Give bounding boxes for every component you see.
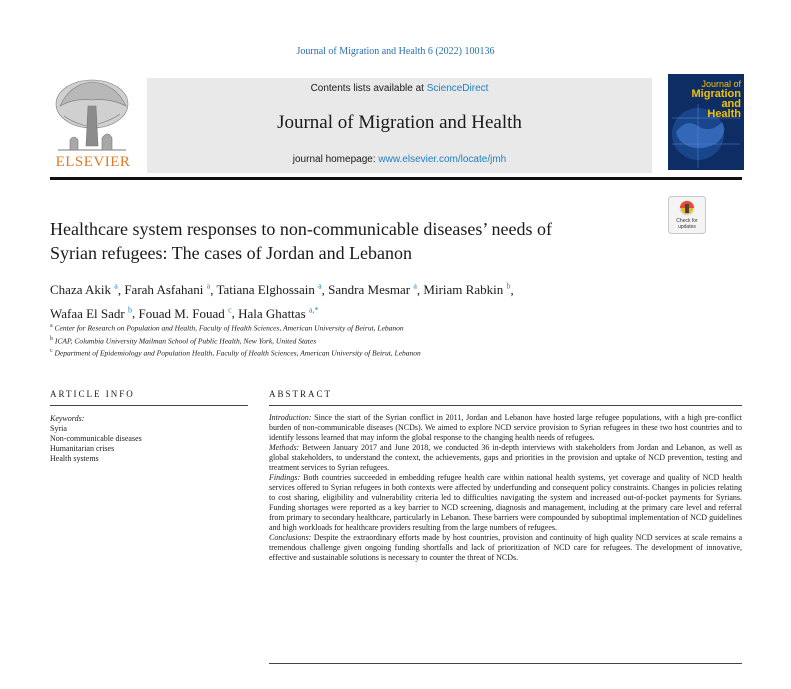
cover-title-line1: Journal of [701, 79, 741, 89]
author-list: Chaza Akik $^a$, Farah Asfahani $^a$, Tatiana Elghossain $^a$, Sandra Mesmar $^a$, Miriam Rabkin $^b$, Wafaa El Sadr $^b$, Fouad M. Fouad $^c$, Hala Ghattas $^{a,*}$ [50, 282, 514, 321]
contents-lists-line [147, 83, 652, 94]
cover-title [669, 79, 741, 119]
cover-title-line2: Migration and [691, 88, 741, 110]
journal-citation[interactable]: Journal of Migration and Health 6 (2022) 100136 [296, 46, 495, 57]
abstract-findings: Findings: Both countries succeeded in embedding refugee health care within national health systems, yet coverage and quality of NCD health services offered to Syrian refugees in both contexts were affected by underfunding and consequent policy constraints. Changes in policies relating to cost sharing, eligibility and vulnerability criteria led to difficulties navigating the system and increased out-of-pocket payments for Syrians. Funding shortages were reported as a key barrier to NCD screening, diagnosis and management, including at the primary care level and referral from primary to secondary healthcare, particularly in Lebanon. These barriers were compounded by suboptimal implementation of NCD guidelines and high workloads for healthcare providers resulting from the large numbers of refugees. [269, 473, 742, 532]
keyword: Health systems [50, 454, 99, 463]
author[interactable]: Chaza Akik $^a$ [50, 282, 118, 298]
author[interactable]: Sandra Mesmar $^a$ [328, 282, 417, 298]
contents-prefix: Contents lists available at [310, 83, 427, 94]
affiliation: $^b$ ICAP, Columbia University Mailman School of Public Health, New York, United States [50, 335, 317, 345]
header-divider [50, 177, 742, 180]
journal-homepage-line [147, 154, 652, 165]
cover-title-line3: Health [707, 108, 741, 120]
abstract-body [269, 413, 742, 563]
affiliation: $^c$ Department of Epidemiology and Population Health, Faculty of Health Sciences, American University of Beirut, Lebanon [50, 348, 421, 358]
author[interactable]: Wafaa El Sadr $^b$ [50, 305, 132, 321]
sciencedirect-link[interactable]: ScienceDirect [426, 83, 489, 94]
crossmark-label [668, 218, 706, 230]
keywords-block [50, 414, 248, 464]
article-title-line2: Syrian refugees: The cases of Jordan and Lebanon [50, 243, 413, 263]
author[interactable]: Farah Asfahani $^a$ [124, 282, 211, 298]
keyword: Syria [50, 424, 67, 433]
article-title [50, 217, 630, 265]
keyword: Non-communicable diseases [50, 434, 142, 443]
journal-homepage-link[interactable]: www.elsevier.com/locate/jmh [378, 154, 507, 165]
elsevier-wordmark: ELSEVIER [55, 154, 131, 170]
journal-title: Journal of Migration and Health [277, 112, 522, 133]
journal-cover-image[interactable] [668, 74, 744, 170]
affiliation: $^a$ Center for Research on Population and Health, Faculty of Health Sciences, American University of Beirut, Lebanon [50, 323, 404, 333]
abstract-bottom-divider [269, 663, 742, 664]
crossmark-label-line1: Check for [676, 218, 698, 224]
keywords-label: Keywords: [50, 414, 85, 423]
abstract-divider [269, 405, 742, 406]
homepage-prefix: journal homepage: [292, 154, 379, 165]
abstract-introduction: Introduction: Since the start of the Syrian conflict in 2011, Jordan and Lebanon have hosted large refugee populations, with a high pre-conflict burden of non-communicable diseases (NCDs). We aimed to explore NCD service provision to Syrian refugees in these two host countries and to identify lessons learned that may inform the global response to the changing health needs of refugees. [269, 413, 742, 442]
author[interactable]: Miriam Rabkin $^b$ [423, 282, 511, 298]
keyword: Humanitarian crises [50, 444, 115, 453]
article-info-divider [50, 405, 248, 406]
author[interactable]: Hala Ghattas $^{a,*}$ [238, 305, 319, 321]
check-for-updates-button[interactable] [668, 196, 706, 234]
abstract-conclusions: Conclusions: Despite the extraordinary efforts made by host countries, provision and continuity of high quality NCD services at scale remains a tremendous challenge given ongoing funding shortfalls and lack of prioritization of NCD care for refugees. The development of innovative, effective and sustainable solutions is necessary to counter the threat of NCDs. [269, 533, 742, 562]
abstract-methods: Methods: Between January 2017 and June 2018, we conducted 36 in-depth interviews with stakeholders from Jordan and Lebanon, as well as global stakeholders, to understand the context, the achievements, gaps and priorities in the provision and uptake of NCD prevention, testing and treatment services to Syrian refugees. [269, 443, 742, 472]
abstract-heading: ABSTRACT [269, 389, 333, 399]
author[interactable]: Tatiana Elghossain $^a$ [216, 282, 322, 298]
crossmark-label-line2: updates [678, 224, 696, 230]
article-title-line1: Healthcare system responses to non-communicable diseases’ needs of [50, 219, 553, 239]
affiliation-list [50, 321, 650, 359]
author[interactable]: Fouad M. Fouad $^c$ [138, 305, 232, 321]
article-info-heading: ARTICLE INFO [50, 389, 135, 399]
